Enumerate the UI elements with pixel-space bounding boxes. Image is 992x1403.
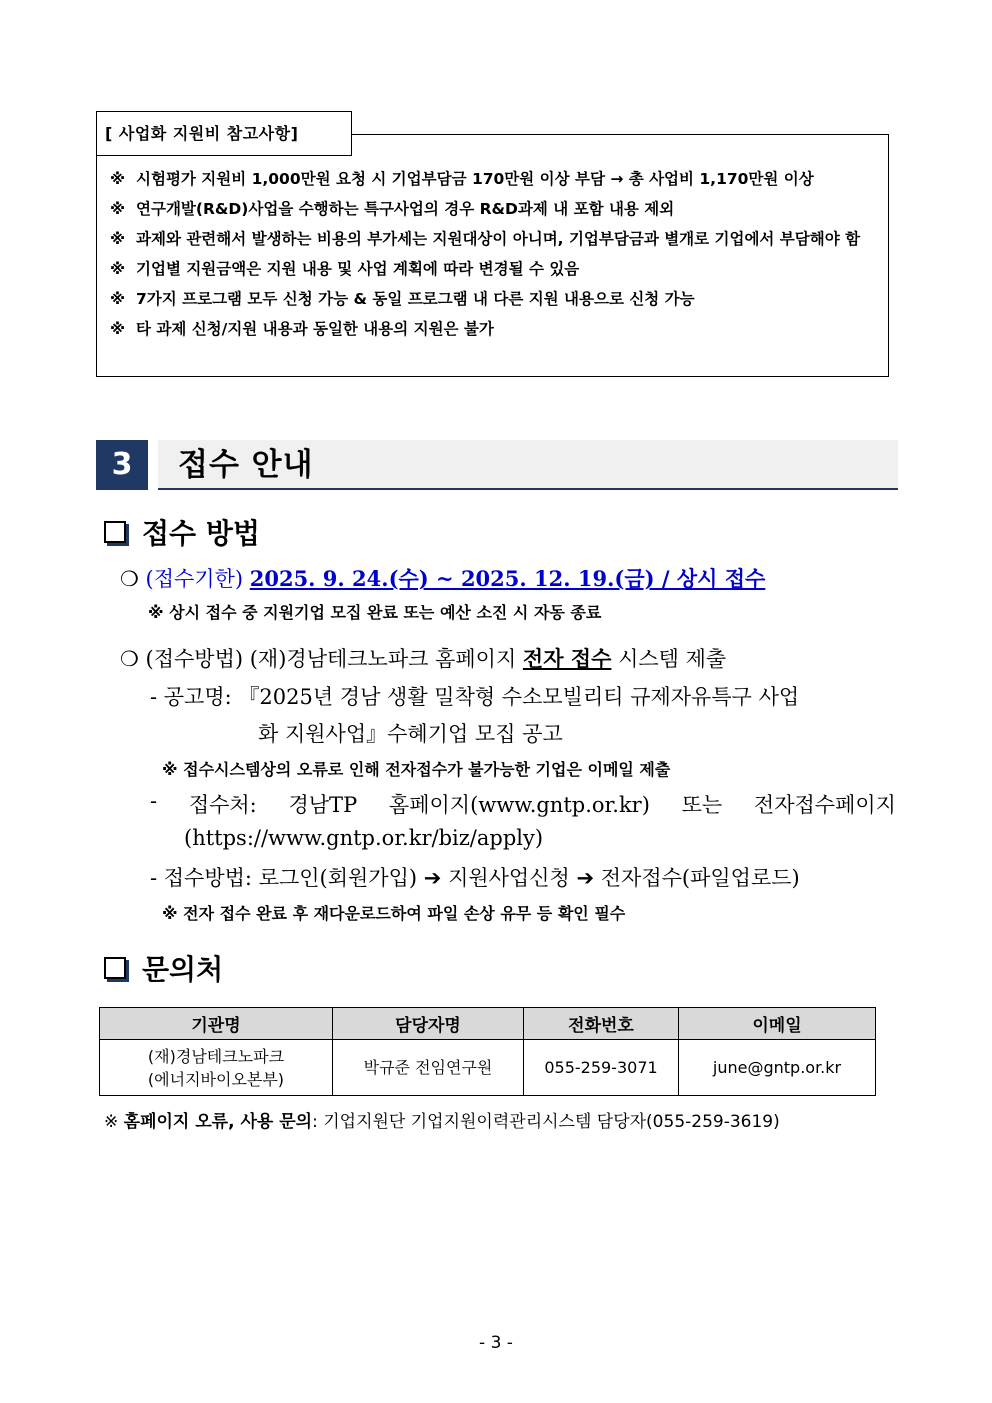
org-cell: (재)경남테크노파크 (에너지바이오본부) [100, 1040, 333, 1096]
reference-item: ※ 연구개발(R&D)사업을 수행하는 특구사업의 경우 R&D과제 내 포함 내용 제외 [110, 200, 675, 218]
phone-cell: 055-259-3071 [524, 1040, 679, 1096]
reference-item: ※ 7가지 프로그램 모두 신청 가능 & 동일 프로그램 내 다른 지원 내용으로 신청 가능 [110, 290, 695, 308]
table-row [100, 1040, 876, 1096]
submit-line: ❍ (접수방법) (재)경남테크노파크 홈페이지 전자 접수 시스템 제출 [120, 646, 727, 671]
arrow-right-icon: ➔ [576, 866, 595, 890]
method-heading: 접수 방법 [104, 512, 260, 552]
download-note: ※ 전자 접수 완료 후 재다운로드하여 파일 손상 유무 등 확인 필수 [162, 904, 626, 923]
deadline-note: ※ 상시 접수 중 지원기업 모집 완료 또는 예산 소진 시 자동 종료 [148, 603, 602, 622]
table-header-row: 기관명 담당자명 전화번호 이메일 [100, 1008, 876, 1040]
electronic-submit-emphasis: 전자 접수 [522, 646, 612, 671]
reference-title: [ 사업화 지원비 참고사항] [96, 111, 352, 156]
recv-url: (https://www.gntp.or.kr/biz/apply) [184, 826, 544, 850]
steps-line: - 접수방법: 로그인(회원가입) ➔ 지원사업신청 ➔ 전자접수(파일업로드) [150, 866, 800, 890]
page-number: - 3 - [479, 1333, 513, 1353]
contact-table [99, 1007, 876, 1096]
reference-item: ※ 기업별 지원금액은 지원 내용 및 사업 계획에 따라 변경될 수 있음 [110, 260, 580, 278]
deadline-label: (접수기한) [145, 567, 244, 591]
notice-title-line2: 화 지원사업』수혜기업 모집 공고 [258, 722, 563, 746]
reference-item: ※ 타 과제 신청/지원 내용과 동일한 내용의 지원은 불가 [110, 320, 494, 338]
checkbox-square-icon [104, 521, 126, 543]
reference-list [110, 164, 882, 344]
section-number: 3 [96, 440, 148, 490]
email-note: ※ 접수시스템상의 오류로 인해 전자접수가 불가능한 기업은 이메일 제출 [162, 760, 671, 779]
arrow-right-icon: ➔ [423, 866, 442, 890]
notice-title-line1: - 공고명: 『2025년 경남 생활 밀착형 수소모빌리티 규제자유특구 사업 [150, 685, 800, 709]
checkbox-square-icon [104, 957, 126, 979]
person-cell: 박규준 전임연구원 [333, 1040, 524, 1096]
deadline-line: ❍ (접수기한) 2025. 9. 24.(수) ~ 2025. 12. 19.(금) / 상시 접수 [120, 566, 766, 591]
footer-note: ※ 홈페이지 오류, 사용 문의: 기업지원단 기업지원이력관리시스템 담당자(055-259-3619) [104, 1112, 780, 1132]
contact-heading: 문의처 [104, 948, 223, 988]
recv-line: - 접수처: 경남TP 홈페이지(www.gntp.or.kr) 또는 전자접수페이지 [150, 789, 896, 817]
email-cell: june@gntp.or.kr [679, 1040, 876, 1096]
deadline-value: 2025. 9. 24.(수) ~ 2025. 12. 19.(금) / 상시 접수 [249, 566, 766, 591]
section-title: 접수 안내 [178, 447, 314, 483]
reference-item: ※ 과제와 관련해서 발생하는 비용의 부가세는 지원대상이 아니며, 기업부담금과 별개로 기업에서 부담해야 함 [110, 230, 861, 248]
reference-item: ※ 시험평가 지원비 1,000만원 요청 시 기업부담금 170만원 이상 부담 → 총 사업비 1,170만원 이상 [110, 170, 814, 188]
